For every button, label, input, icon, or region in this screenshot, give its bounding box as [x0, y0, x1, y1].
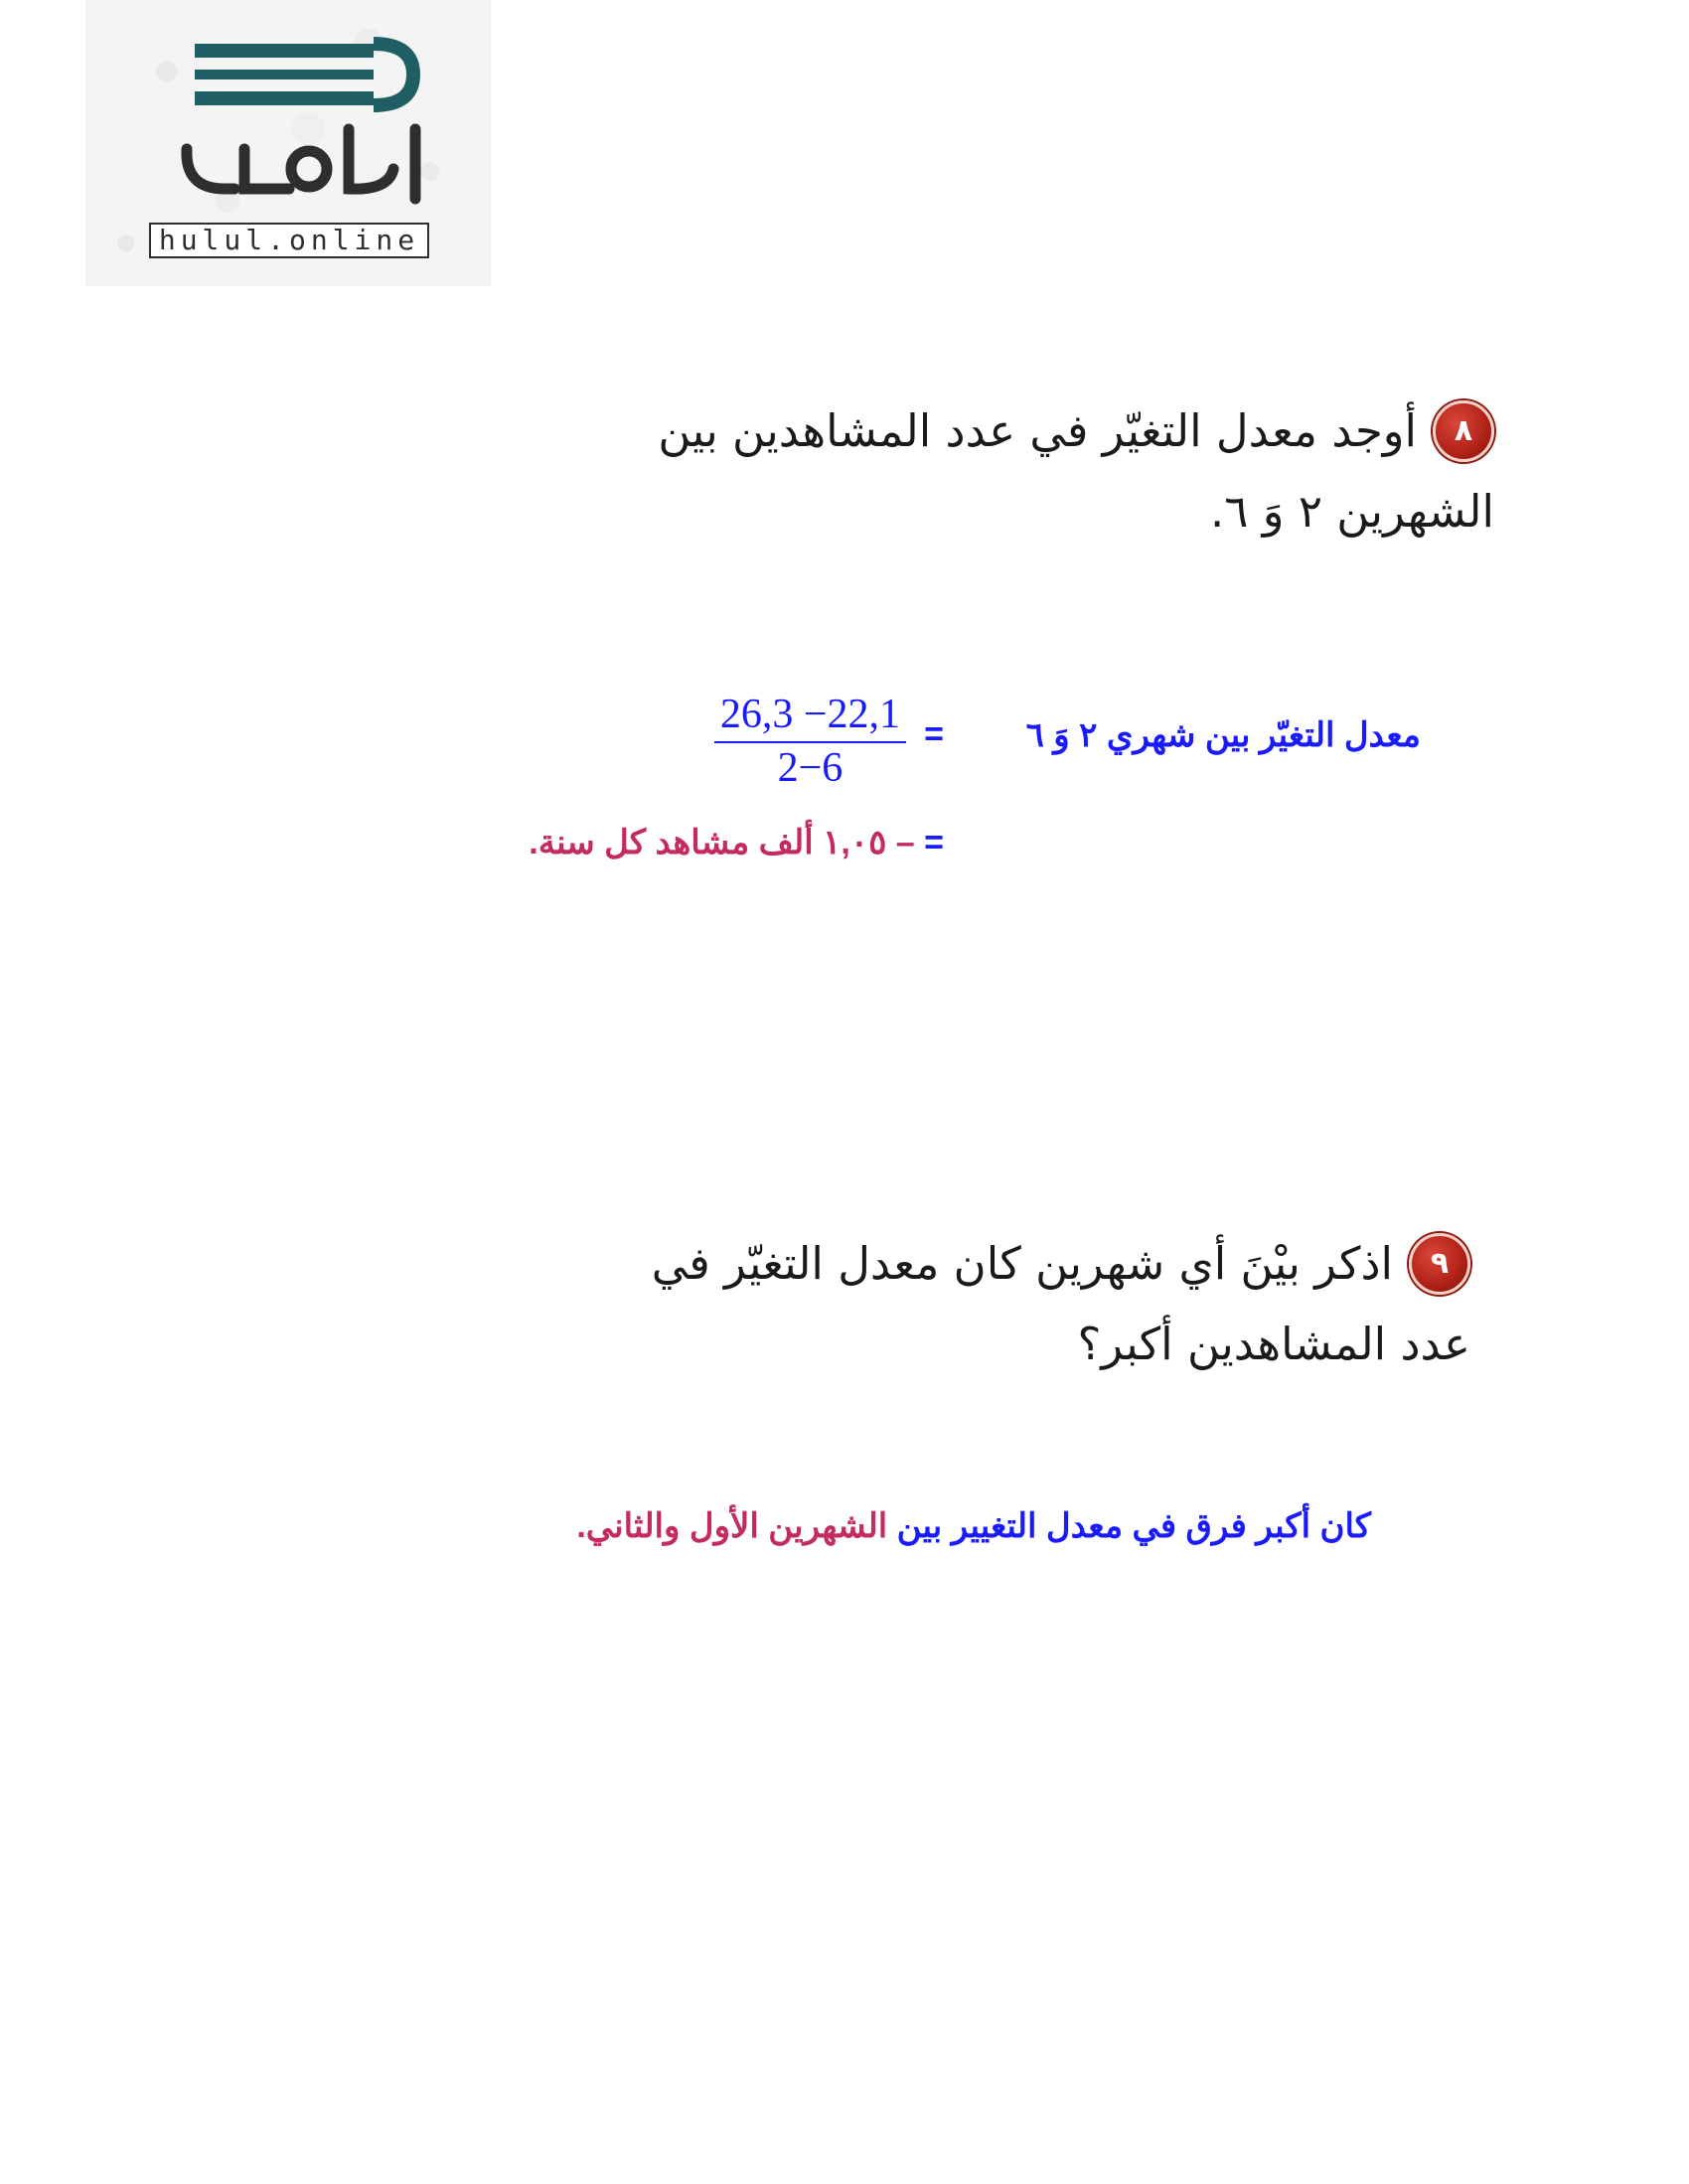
fraction-numerator: 26,3 −22,1 [714, 692, 906, 743]
answer-9 [497, 1506, 1371, 1546]
answer-label: معدل التغيّر بين شهري ٢ وَ ٦ [1025, 716, 1421, 754]
question-8 [596, 390, 1494, 550]
question-number-badge: ٨ [1433, 400, 1494, 462]
question-number-badge: ٩ [1409, 1233, 1470, 1295]
answer-8-equation [596, 692, 1421, 801]
result-value: – ١,٠٥ ألف مشاهد كل سنة. [529, 824, 915, 861]
question-9 [636, 1222, 1470, 1383]
equals-sign: = [924, 715, 944, 753]
answer-9-part-magenta: الشهرين الأول والثاني. [576, 1507, 888, 1545]
question-text: أوجد معدل التغيّر في عدد المشاهدين بين الشهرين ٢ وَ ٦. [658, 404, 1494, 538]
answer-9-part-blue: كان أكبر فرق في معدل التغيير بين [896, 1507, 1371, 1545]
fraction [714, 692, 906, 793]
fraction-denominator: 2−6 [777, 745, 844, 791]
logo-domain-text: hulul.online [149, 223, 429, 258]
result-equals-sign: = [924, 824, 944, 861]
question-text: اذكر بيْنَ أي شهرين كان معدل التغيّر في عدد المشاهدين أكبر؟ [651, 1237, 1470, 1370]
hulul-logo-mark [85, 0, 491, 219]
logo [85, 0, 491, 286]
answer-8-result [467, 823, 944, 862]
